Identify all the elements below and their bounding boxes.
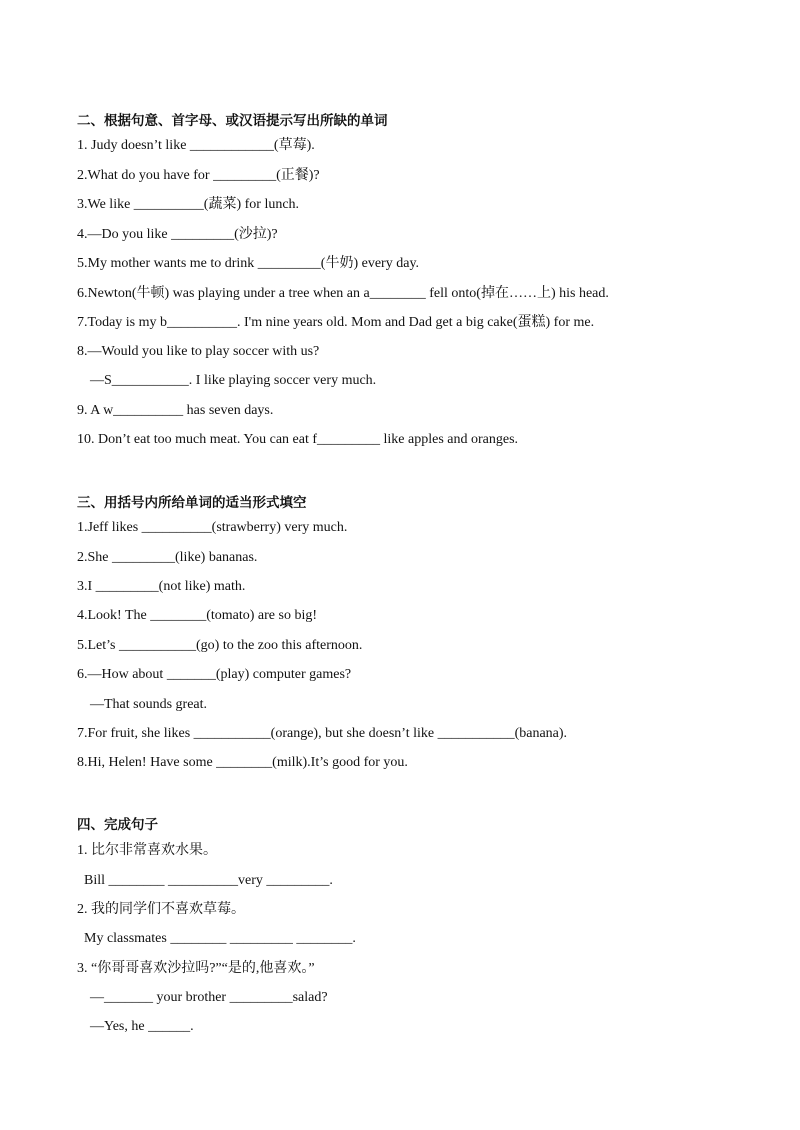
section-4-item: —Yes, he ______.	[90, 1019, 194, 1034]
section-2-item: 1. Judy doesn’t like ____________(草莓).	[77, 138, 315, 153]
section-3-item: 5.Let’s ___________(go) to the zoo this afternoon.	[77, 638, 363, 653]
section-4-item: My classmates ________ _________ ________.	[84, 931, 356, 946]
section-3-item: 4.Look! The ________(tomato) are so big!	[77, 608, 318, 623]
section-3-item: 1.Jeff likes __________(strawberry) very much.	[77, 520, 348, 535]
section-4-item: 1. 比尔非常喜欢水果。	[77, 843, 217, 858]
section-2-item: 4.—Do you like _________(沙拉)?	[77, 227, 278, 242]
section-2-heading: 二、根据句意、首字母、或汉语提示写出所缺的单词	[77, 113, 388, 129]
section-3-item: 6.—How about _______(play) computer games?	[77, 667, 352, 682]
section-2-item: 6.Newton(牛顿) was playing under a tree when an a________ fell onto(掉在……上) his head.	[77, 286, 609, 301]
section-3-item: 3.I _________(not like) math.	[77, 579, 246, 594]
section-4-item: 3. “你哥哥喜欢沙拉吗?”“是的,他喜欢。”	[77, 961, 315, 976]
section-4-item: Bill ________ __________very _________.	[84, 873, 333, 888]
section-2-item: 3.We like __________(蔬菜) for lunch.	[77, 197, 300, 212]
section-3-item: 8.Hi, Helen! Have some ________(milk).It’s good for you.	[77, 755, 408, 770]
section-3-item: —That sounds great.	[90, 697, 208, 712]
section-2-item: 10. Don’t eat too much meat. You can eat f_________ like apples and oranges.	[77, 432, 519, 447]
section-2-item: 7.Today is my b__________. I'm nine years old. Mom and Dad get a big cake(蛋糕) for me.	[77, 315, 595, 330]
section-4-item: —_______ your brother _________salad?	[90, 990, 328, 1005]
section-4-item: 2. 我的同学们不喜欢草莓。	[77, 902, 245, 917]
section-3-heading: 三、用括号内所给单词的适当形式填空	[77, 495, 307, 511]
section-2-item: 5.My mother wants me to drink _________(牛奶) every day.	[77, 256, 420, 271]
section-2-item: —S___________. I like playing soccer very much.	[90, 373, 377, 388]
section-3-item: 2.She _________(like) bananas.	[77, 550, 258, 565]
section-4-heading: 四、完成句子	[77, 817, 158, 833]
section-2-item: 8.—Would you like to play soccer with us?	[77, 344, 320, 359]
section-2-item: 2.What do you have for _________(正餐)?	[77, 168, 320, 183]
section-3-item: 7.For fruit, she likes ___________(orange), but she doesn’t like ___________(banana).	[77, 726, 568, 741]
section-2-item: 9. A w__________ has seven days.	[77, 403, 274, 418]
